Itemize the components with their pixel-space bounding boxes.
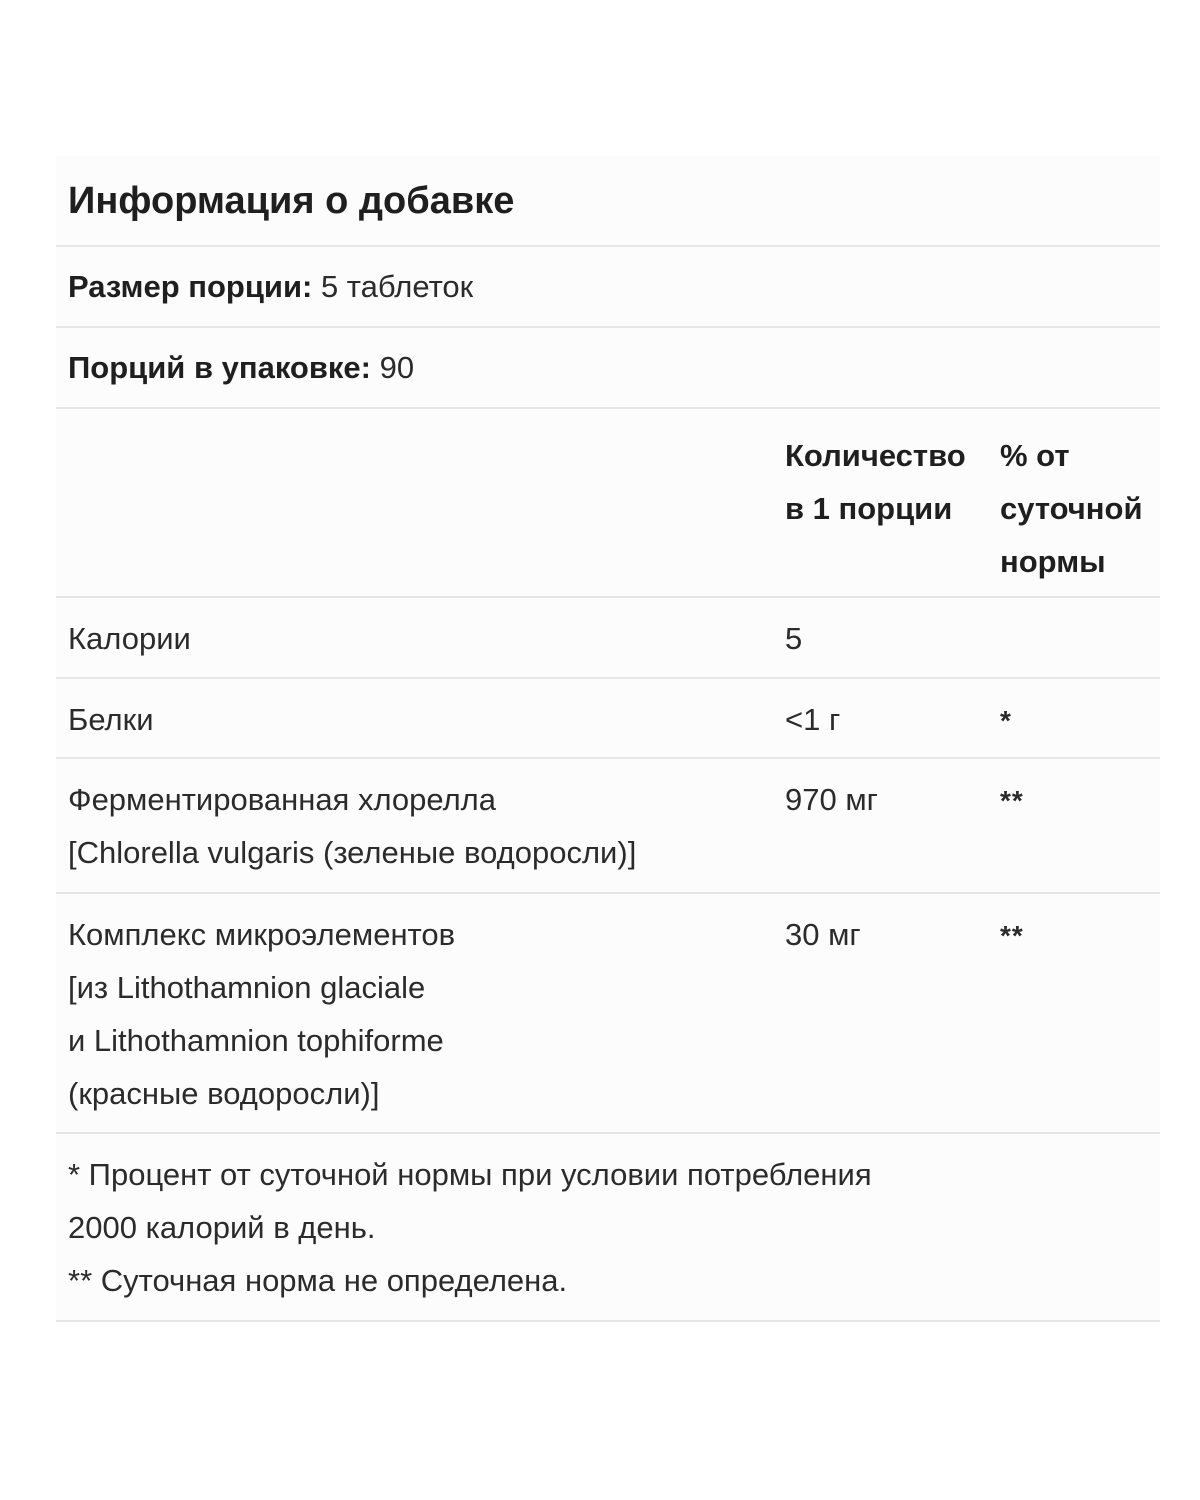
amount-column-header xyxy=(785,429,985,535)
dv-header-line: суточной xyxy=(1000,491,1143,526)
daily-value-marker: * xyxy=(1000,705,1012,736)
nutrient-name-line: Ферментированная хлорелла xyxy=(68,782,497,817)
daily-value-marker: ** xyxy=(1000,920,1024,951)
nutrient-name-line: [из Lithothamnion glaciale xyxy=(68,970,426,1005)
daily-value-marker: ** xyxy=(1000,785,1024,816)
column-header-row xyxy=(56,409,1160,598)
nutrient-daily-value xyxy=(1000,908,1170,961)
nutrient-daily-value xyxy=(1000,693,1170,746)
nutrient-name xyxy=(68,612,748,665)
nutrient-amount: 970 мг xyxy=(785,782,878,817)
amount-header-line: Количество xyxy=(785,438,966,473)
nutrient-name-line: (красные водоросли)] xyxy=(68,1076,380,1111)
nutrient-name-line: [Chlorella vulgaris (зеленые водоросли)] xyxy=(68,835,637,870)
nutrient-name xyxy=(68,693,748,746)
nutrient-name-line: и Lithothamnion tophiforme xyxy=(68,1023,444,1058)
nutrient-daily-value xyxy=(1000,773,1170,826)
serving-size-row xyxy=(56,247,1160,328)
dv-header-line: % от xyxy=(1000,438,1070,473)
nutrient-name xyxy=(68,908,748,1120)
nutrient-name-line: Комплекс микроэлементов xyxy=(68,917,456,952)
footnote-line: 2000 калорий в день. xyxy=(68,1210,376,1245)
serving-size-label: Размер порции: xyxy=(68,269,313,304)
footnote-line: * Процент от суточной нормы при условии потребления xyxy=(68,1157,872,1192)
amount-header-line: в 1 порции xyxy=(785,491,953,526)
nutrient-amount: 30 мг xyxy=(785,917,861,952)
serving-size-value: 5 таблеток xyxy=(312,269,474,304)
nutrient-name xyxy=(68,773,748,879)
nutrient-row-chlorella xyxy=(56,759,1160,894)
nutrient-row-protein xyxy=(56,679,1160,759)
nutrient-row-calories xyxy=(56,598,1160,679)
daily-value-column-header xyxy=(1000,429,1170,588)
supplement-facts-panel xyxy=(56,156,1160,1322)
dv-header-line: нормы xyxy=(1000,544,1106,579)
footnotes xyxy=(56,1134,1160,1322)
servings-per-container-value: 90 xyxy=(371,350,415,385)
panel-title: Информация о добавке xyxy=(56,156,1160,247)
nutrient-row-trace-minerals xyxy=(56,894,1160,1134)
footnote-line: ** Суточная норма не определена. xyxy=(68,1263,568,1298)
nutrient-amount: 5 xyxy=(785,621,803,656)
servings-per-container-row xyxy=(56,328,1160,409)
nutrient-name-line: Калории xyxy=(68,621,191,656)
nutrient-name-line: Белки xyxy=(68,702,154,737)
servings-per-container-label: Порций в упаковке: xyxy=(68,350,371,385)
nutrient-amount: <1 г xyxy=(785,702,841,737)
